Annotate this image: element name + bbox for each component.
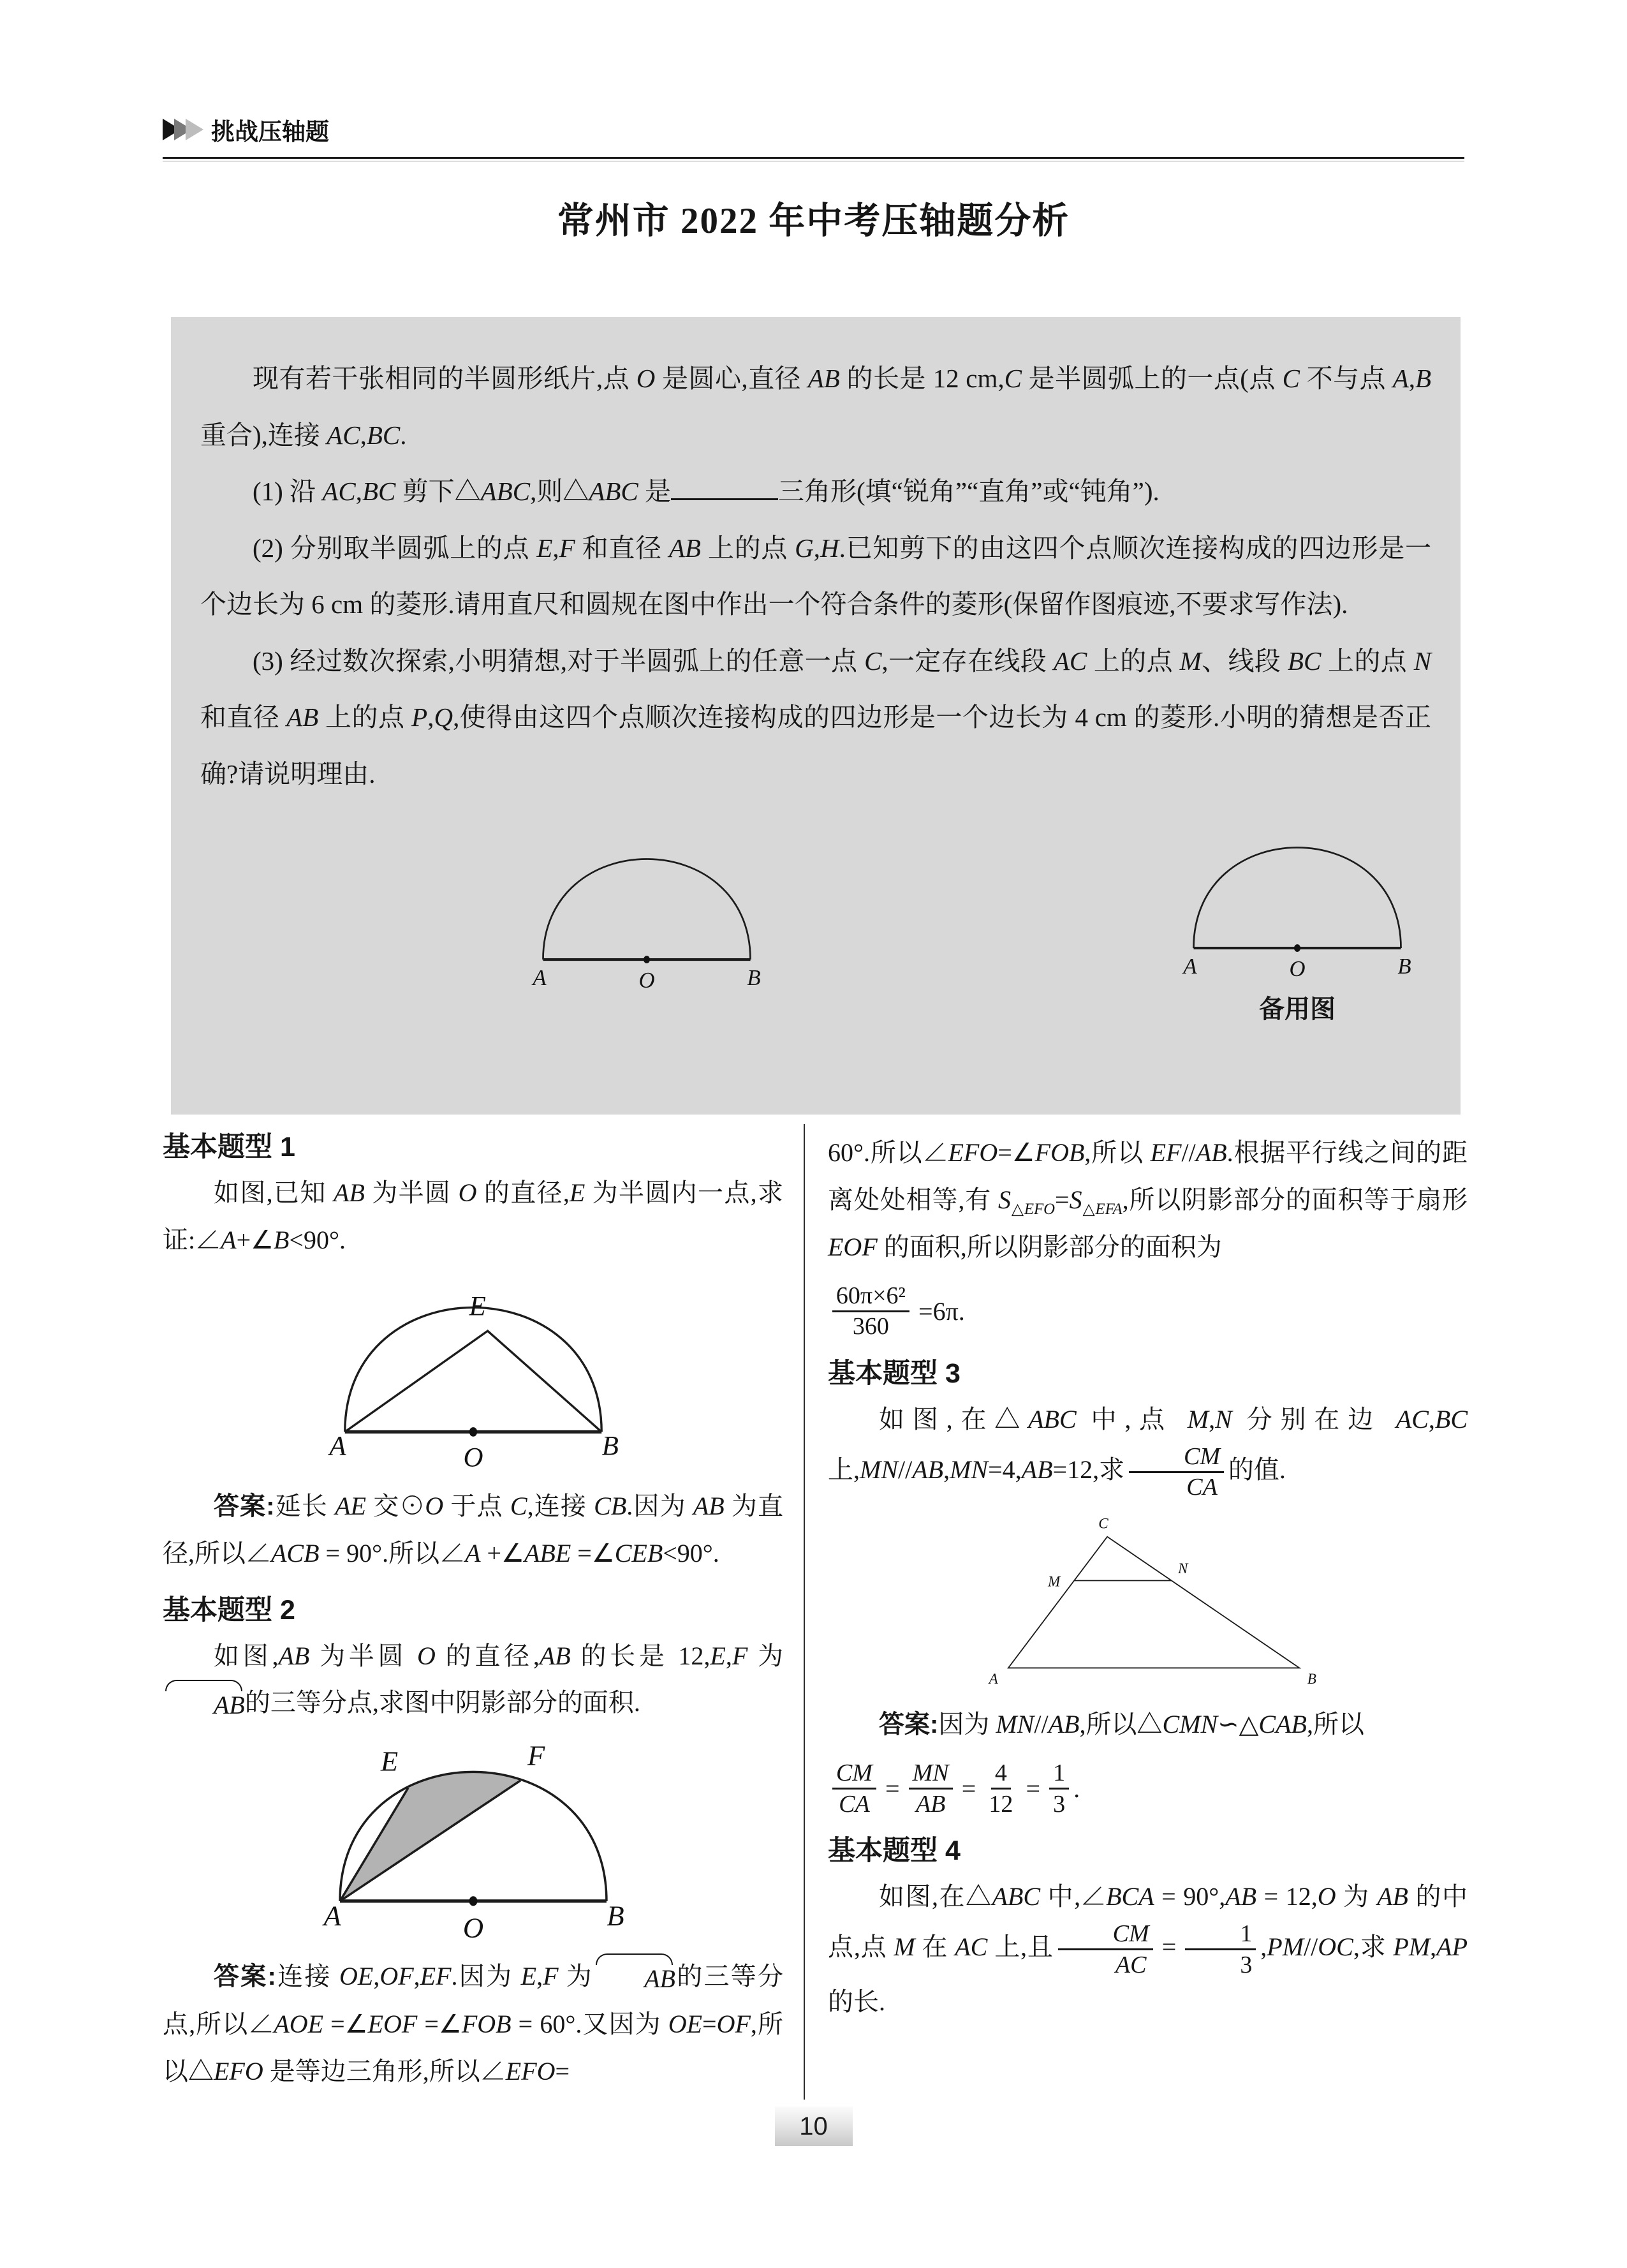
center-dot (469, 1896, 477, 1906)
point-label-f: F (527, 1739, 545, 1772)
type3-problem-text: 如图,在△ABC 中,点 M,N 分别在边 AC,BC 上,MN//AB,MN=4,AB=12,求 $\frac{CM}{CA}$ 的值. (828, 1404, 1468, 1501)
page-number: 10 (775, 2107, 853, 2146)
column-left (163, 1124, 804, 2100)
point-label-b: B (1397, 954, 1411, 979)
arrow-icon (186, 119, 203, 140)
triangle-abc (1008, 1536, 1299, 1668)
fraction-cm-ca: $\frac{CM}{CA}$ (832, 1760, 876, 1818)
problem-box (171, 317, 1461, 1115)
center-dot (1294, 944, 1300, 952)
fraction-mn-ab: $\frac{MN}{AB}$ (909, 1760, 953, 1818)
equals-sign: = (961, 1774, 976, 1804)
equals-sign: = (1161, 1932, 1177, 1961)
header-rule (163, 157, 1464, 161)
type1-answer (163, 1483, 783, 1577)
point-label-b: B (1307, 1670, 1316, 1687)
point-label-b: B (606, 1899, 624, 1932)
formula-sector-area (828, 1282, 1468, 1340)
type3-answer (828, 1701, 1468, 1749)
type2-answer-continuation: 60°.所以∠EFO=∠FOB,所以 EF//AB.根据平行线之间的距离处处相等,有 $S_{\triangle EFO}=S_{\triangle EFA}$,所以阴影部分的面积等于扇形 EOF 的面积,所以阴影部分的面积为 (828, 1138, 1468, 1262)
semicircle-arc (344, 1308, 601, 1432)
figure-type1-semicircle (307, 1275, 639, 1471)
page-title: 常州市 2022 年中考压轴题分析 (557, 201, 1070, 241)
section-heading-type1: 基本题型 1 (163, 1132, 295, 1162)
fraction-4-12: $\frac{4}{12}$ (989, 1760, 1013, 1818)
point-label-n: N (1177, 1560, 1188, 1577)
problem-paragraph-3: (2) 分别取半圆弧上的点 E,F 和直径 AB 上的点 G,H.已知剪下的由这四个点顺次连接构成的四边形是一个边长为 6 cm 的菱形.请用直尺和圆规在图中作出一个符合条件的菱形(保留作图痕迹,不要求写作法). (200, 533, 1432, 619)
problem-paragraph-2-before: (1) 沿 AC,BC 剪下△ABC,则△ABC 是 (253, 477, 671, 507)
formula-ratio-chain (828, 1760, 1468, 1818)
answer-label: 答案: (214, 1492, 275, 1520)
formula-result: =6π. (918, 1296, 965, 1326)
point-label-b: B (747, 965, 761, 991)
type2-answer (163, 1953, 783, 2094)
type4-problem-text: 如图,在△ABC 中,∠BCA = 90°,AB = 12,O 为 AB 的中点,点 M 在 AC 上,且 $\frac{CM}{AC}$ = $\frac{1}{3}$ ,PM//OC,求 PM,AP 的长. (828, 1882, 1468, 2017)
type1-answer-text: 延长 AE 交⊙O 于点 C,连接 CB.因为 AB 为直径,所以∠ACB = 90°.所以∠A +∠ABE =∠CEB<90°. (163, 1491, 784, 1568)
two-column-area (163, 1124, 1468, 2100)
equals-sign: = (885, 1774, 900, 1804)
semicircle-arc (543, 859, 750, 960)
point-label-e: E (469, 1291, 486, 1322)
spare-figure-2-group (1163, 821, 1431, 1025)
header-brand (163, 112, 329, 147)
point-label-a: A (323, 1899, 341, 1932)
segments-ae-eb (344, 1331, 601, 1432)
center-dot (469, 1427, 476, 1437)
fraction-1-3: $\frac{1}{3}$ (1185, 1920, 1256, 1978)
point-label-o: O (1289, 956, 1306, 980)
type3-answer-text: 因为 MN//AB,所以△CMN∽△CAB,所以 (938, 1709, 1364, 1738)
point-label-o: O (462, 1442, 483, 1471)
figure-spare-semicircle-1 (513, 833, 781, 991)
problem-paragraph-1: 现有若干张相同的半圆形纸片,点 O 是圆心,直径 AB 的长是 12 cm,C 是半圆弧上的一点(点 C 不与点 A,B 重合),连接 AC,BC. (200, 364, 1432, 450)
point-label-e: E (380, 1745, 398, 1777)
center-dot (644, 956, 650, 963)
triple-arrow-icon (163, 119, 203, 140)
formula-tail: . (1073, 1774, 1080, 1804)
problem-paragraph-2-after: 三角形(填“锐角”“直角”或“钝角”). (778, 477, 1160, 507)
point-label-m: M (1047, 1573, 1060, 1590)
answer-label: 答案: (214, 1962, 276, 1991)
point-label-a: A (533, 965, 547, 991)
type1-problem-text: 如图,已知 AB 为半圆 O 的直径,E 为半圆内一点,求证:∠A+∠B<90°. (163, 1178, 784, 1254)
fill-blank (671, 475, 778, 500)
section-heading-type2: 基本题型 2 (163, 1594, 295, 1626)
figure-spare-semicircle-2 (1163, 821, 1431, 979)
answer-label: 答案: (879, 1710, 939, 1738)
section-heading-type4: 基本题型 4 (828, 1835, 961, 1867)
type2-problem-text: 如图,AB 为半圆 O 的直径,AB 的长是 12,E,F 为 AB 的三等分点,求图中阴影部分的面积. (163, 1633, 783, 1726)
section-heading-type3: 基本题型 3 (828, 1358, 961, 1389)
figure-type2-shaded-semicircle (301, 1738, 645, 1941)
type2-answer-text: 连接 OE,OF,EF.因为 E,F 为 AB 的三等分点,所以∠AOE =∠EOF =∠FOB = 60°.又因为 OE=OF,所以△EFO 是等边三角形,所以∠EFO= (163, 1962, 783, 2085)
fraction-cm-ca: $\frac{CM}{CA}$ (1129, 1443, 1224, 1501)
equals-sign: = (1026, 1774, 1041, 1804)
point-label-o: O (638, 968, 655, 991)
point-label-b: B (601, 1431, 619, 1462)
figure-caption: 备用图 (1259, 995, 1336, 1023)
fraction-1-3: $\frac{1}{3}$ (1049, 1760, 1069, 1818)
point-label-a: A (328, 1431, 346, 1462)
point-label-o: O (462, 1911, 483, 1942)
column-right (804, 1124, 1468, 2100)
fraction-sector: $\frac{\text{60π×6²}}{360}$ (832, 1282, 909, 1340)
semicircle-arc (1193, 848, 1401, 948)
point-label-a: A (1183, 954, 1197, 979)
header-brand-label: 挑战压轴题 (211, 119, 329, 145)
fraction-cm-ac: $\frac{CM}{AC}$ (1058, 1920, 1153, 1978)
point-label-c: C (1098, 1515, 1108, 1532)
figure-type3-triangle (969, 1513, 1327, 1689)
problem-paragraph-2 (200, 463, 1431, 520)
problem-paragraph-4: (3) 经过数次探索,小明猜想,对于半圆弧上的任意一点 C,一定存在线段 AC 上的点 M、线段 BC 上的点 N 和直径 AB 上的点 P,Q,使得由这四个点顺次连接构成的四边形是一个边长为 4 cm 的菱形.小明的猜想是否正确?请说明理由. (200, 646, 1432, 789)
point-label-a: A (989, 1670, 998, 1687)
spare-figures-row (200, 821, 1431, 1025)
